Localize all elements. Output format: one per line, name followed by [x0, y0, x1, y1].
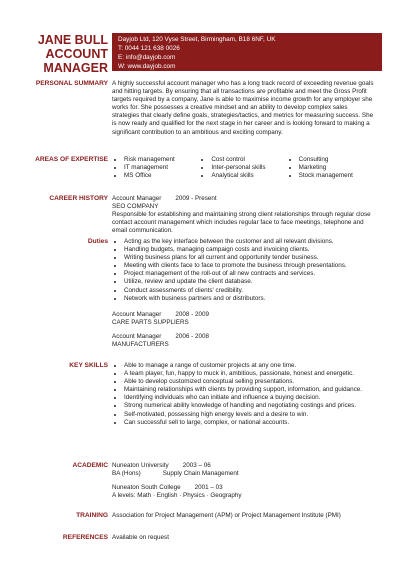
list-item: • Network with business partners and or distributors. [124, 295, 374, 303]
list-item: • MS Office [124, 172, 199, 180]
job-description: Responsible for establishing and maintaining strong client relationships through regular close contact account management which includes regular face to face meetings, telephone and email communication. [112, 211, 371, 235]
college-dates: 2001 – 03 [194, 484, 223, 492]
job-dates: 2006 - 2008 [175, 332, 209, 340]
list-item: • Strong numerical ability knowledge of handling and negotiating costings and prices. [124, 402, 374, 410]
uni-dates: 2003 – 06 [182, 462, 211, 469]
section-label-duties: Duties [87, 238, 108, 245]
job-dates: 2009 - Present [175, 195, 217, 202]
job-company: CARE PARTS SUPPLIERS [112, 318, 189, 326]
list-item: • Handling budgets, managing campaign costs and invoicing clients. [124, 246, 374, 254]
list-item: • Risk management [124, 156, 199, 164]
uni-degree: BA (Hons) [112, 470, 141, 478]
references-text: Available on request [112, 534, 169, 541]
section-label-academic: ACADEMIC [72, 462, 108, 469]
list-item: • Analytical skills [211, 172, 286, 180]
list-item: • Identifying individuals who can initiate and influence a buying decision. [124, 394, 374, 402]
section-label-expertise: AREAS OF EXPERTISE [35, 156, 108, 163]
section-label-career: CAREER HISTORY [49, 195, 108, 202]
list-item: • Utilize, review and update the client database. [124, 278, 374, 286]
name-line: MANAGER [43, 61, 108, 75]
list-item: • Acting as the key interface between the customer and all relevant divisions. [124, 238, 374, 246]
career-job-1 [112, 195, 374, 235]
academic-block [112, 462, 374, 500]
contact-box [112, 33, 382, 71]
list-item: • Cost control [211, 156, 286, 164]
job-title: Account Manager [112, 310, 162, 318]
skills-list [112, 362, 374, 427]
name-line: ACCOUNT [45, 47, 108, 61]
list-item: • Consulting [299, 156, 374, 164]
section-label-training: TRAINING [76, 512, 108, 519]
summary-text: A highly successful account manager who has a long track record of exceeding revenue goals and hitting targets. By ensuring that all transactions are profitable and meet the Gross Profit targets required by a company, Jane is able to maximise income growth for any employer she works for. She possesses a creative mindset and an ability to develop complex sales strategies that clearly define goals, strategies/tactics, and metrics for measuring success. She is now ready and qualified for the next stage in her career and is looking forward to making a significant contribution to an ambitious and exciting company. [112, 80, 374, 136]
list-item: • Conduct assessments of clients' credibility. [124, 287, 374, 295]
job-dates: 2008 - 2009 [175, 310, 209, 318]
list-item: • Marketing [299, 164, 374, 172]
list-item: • Stock management [299, 172, 374, 180]
job-company: MANUFACTURERS [112, 341, 169, 349]
list-item: • Self-motivated, possessing high energy levels and a desire to win. [124, 411, 374, 419]
job-title: Account Manager [112, 195, 162, 202]
list-item: • Inter-personal skills [211, 164, 286, 172]
section-label-summary: PERSONAL SUMMARY [35, 80, 108, 87]
college-alevels: A levels: Math · English · Physics · Geography [112, 492, 242, 500]
name-line: JANE BULL [37, 33, 108, 47]
uni-subject: Supply Chain Management [162, 470, 239, 478]
college-name: Nuneaton South College [112, 484, 181, 492]
section-label-references: REFERENCES [62, 534, 108, 541]
contact-web: W: www.dayjob.com [118, 63, 176, 70]
contact-email: E: info@dayjob.com [118, 54, 176, 61]
uni-name: Nuneaton University [112, 462, 169, 469]
duties-list [112, 238, 374, 349]
list-item: • Maintaining relationships with clients by providing support, information, and guidance. [124, 386, 374, 394]
section-label-skills: KEY SKILLS [69, 362, 108, 369]
list-item: • Project management of the roll-out of all new contracts and services. [124, 270, 374, 278]
training-text: Association for Project Management (APM) or Project Management Institute (PMI) [112, 512, 341, 519]
resume-name-title [20, 33, 108, 75]
list-item: • A team player, fun, happy to muck in, ambitious, passionate, honest and energetic. [124, 370, 374, 378]
list-item: • IT management [124, 164, 199, 172]
expertise-list [112, 156, 374, 180]
list-item: • Able to develop customized conceptual selling presentations. [124, 378, 374, 386]
contact-address: Dayjob Ltd, 120 Vyse Street, Birmingham, B18 6NF, UK [118, 36, 276, 43]
list-item: • Meeting with clients face to face to promote the business through presentations. [124, 262, 374, 270]
list-item: • Can successful sell to large, complex, or national accounts. [124, 419, 374, 427]
list-item: • Able to manage a range of customer projects at any one time. [124, 362, 374, 370]
job-company: SEO COMPANY [112, 203, 159, 211]
contact-phone: T: 0044 121 638 0026 [118, 45, 180, 52]
job-title: Account Manager [112, 332, 162, 340]
list-item: • Writing business plans for all current and opportunity tender business. [124, 254, 374, 262]
